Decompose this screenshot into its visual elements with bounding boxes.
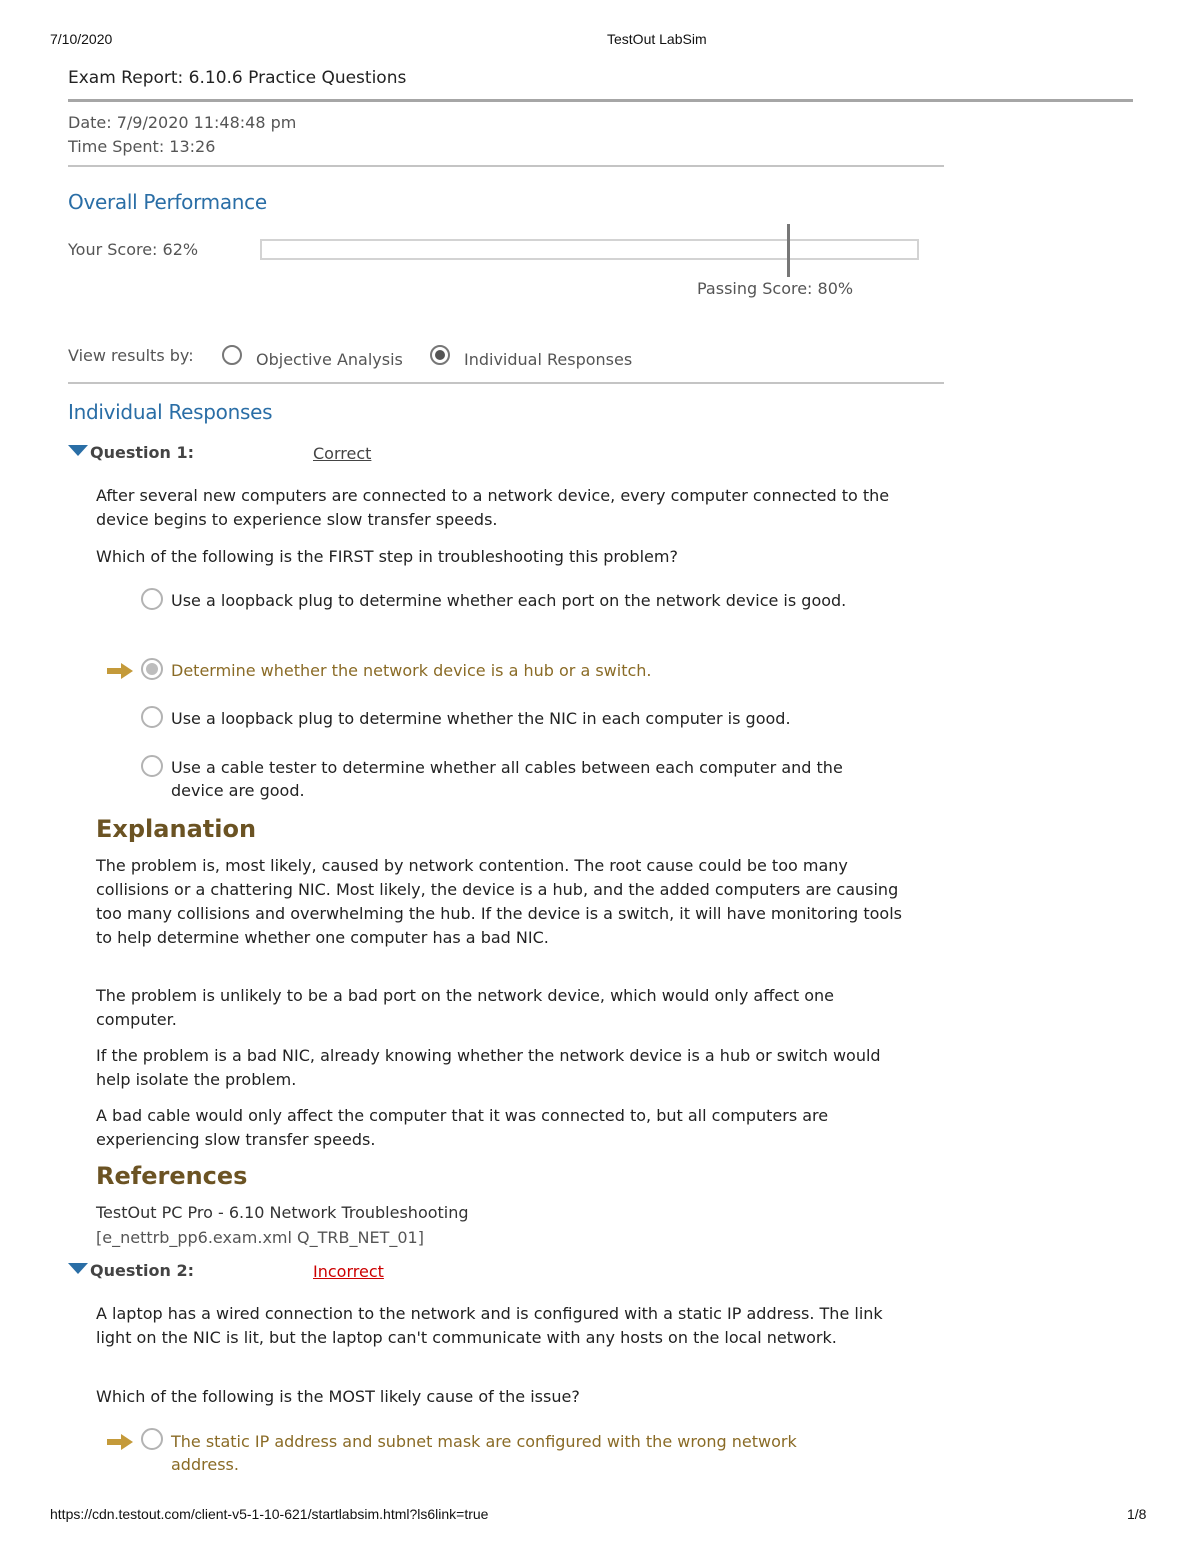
explanation-paragraph-1: The problem is, most likely, caused by network contention. The root cause could be too many collisions or a chattering NIC. Most likely, the device is a hub, and the added computers are causing too many collisions and overwhelming the hub. If the device is a switch, it will have monitoring tools to help determine whether one computer has a bad NIC. bbox=[96, 856, 902, 947]
exam-time-spent: Time Spent: 13:26 bbox=[68, 137, 216, 156]
exam-title: Exam Report: 6.10.6 Practice Questions bbox=[68, 68, 407, 88]
q1-option-2: Determine whether the network device is a hub or a switch. bbox=[171, 661, 652, 680]
collapse-triangle-icon[interactable] bbox=[68, 445, 88, 456]
q2-option-1-radio bbox=[141, 1428, 163, 1450]
meta-divider bbox=[68, 165, 944, 167]
print-date: 7/10/2020 bbox=[50, 31, 113, 47]
question-1-prompt: After several new computers are connected to a network device, every computer connected to the device begins to experience slow transfer speeds. bbox=[96, 486, 890, 529]
view-divider bbox=[68, 382, 944, 384]
selected-answer-arrow-icon bbox=[107, 1434, 133, 1450]
question-2-ask: Which of the following is the MOST likely cause of the issue? bbox=[96, 1387, 580, 1406]
passing-score: Passing Score: 80% bbox=[697, 279, 854, 298]
question-1-label: Question 1: bbox=[90, 443, 194, 462]
references-heading: References bbox=[96, 1162, 248, 1190]
q1-option-4: Use a cable tester to determine whether all cables between each computer and the device are good. bbox=[171, 758, 843, 800]
q1-option-4-radio bbox=[141, 755, 163, 777]
question-1-ask: Which of the following is the FIRST step in troubleshooting this problem? bbox=[96, 547, 678, 566]
exam-date: Date: 7/9/2020 11:48:48 pm bbox=[68, 113, 297, 132]
explanation-paragraph-2: The problem is unlikely to be a bad port on the network device, which would only affect one computer. bbox=[96, 986, 834, 1029]
collapse-triangle-icon[interactable] bbox=[68, 1263, 88, 1274]
objective-analysis-radio[interactable] bbox=[222, 345, 242, 365]
q1-option-1-radio bbox=[141, 588, 163, 610]
q2-option-1: The static IP address and subnet mask are configured with the wrong network address. bbox=[171, 1432, 797, 1474]
score-bar bbox=[260, 239, 919, 260]
explanation-paragraph-4: A bad cable would only affect the computer that it was connected to, but all computers are experiencing slow transfer speeds. bbox=[96, 1106, 829, 1149]
reference-code: [e_nettrb_pp6.exam.xml Q_TRB_NET_01] bbox=[96, 1228, 424, 1247]
reference-link: TestOut PC Pro - 6.10 Network Troubleshooting bbox=[96, 1203, 469, 1222]
question-2-header[interactable] bbox=[68, 1261, 194, 1280]
title-divider bbox=[68, 99, 1133, 102]
question-2-label: Question 2: bbox=[90, 1261, 194, 1280]
question-1-status[interactable]: Correct bbox=[313, 444, 372, 463]
q1-option-1: Use a loopback plug to determine whether each port on the network device is good. bbox=[171, 591, 847, 610]
explanation-paragraph-3: If the problem is a bad NIC, already knowing whether the network device is a hub or switch would help isolate the problem. bbox=[96, 1046, 881, 1089]
q1-option-2-radio bbox=[141, 658, 163, 680]
print-title: TestOut LabSim bbox=[607, 31, 707, 47]
q1-option-3: Use a loopback plug to determine whether the NIC in each computer is good. bbox=[171, 709, 791, 728]
your-score: Your Score: 62% bbox=[68, 240, 199, 259]
question-1-header[interactable] bbox=[68, 443, 194, 462]
individual-responses-radio[interactable] bbox=[430, 345, 450, 365]
explanation-heading: Explanation bbox=[96, 815, 257, 843]
individual-responses-label[interactable]: Individual Responses bbox=[464, 350, 633, 369]
print-url: https://cdn.testout.com/client-v5-1-10-621/startlabsim.html?ls6link=true bbox=[50, 1506, 489, 1522]
question-2-prompt: A laptop has a wired connection to the network and is configured with a static IP address. The link light on the NIC is lit, but the laptop can't communicate with any hosts on the local network. bbox=[96, 1304, 883, 1347]
selected-answer-arrow-icon bbox=[107, 663, 133, 679]
view-results-label: View results by: bbox=[68, 346, 194, 365]
q1-option-3-radio bbox=[141, 706, 163, 728]
print-page-number: 1/8 bbox=[1127, 1506, 1147, 1522]
objective-analysis-label[interactable]: Objective Analysis bbox=[256, 350, 403, 369]
question-2-status[interactable]: Incorrect bbox=[313, 1262, 384, 1281]
overall-performance-heading: Overall Performance bbox=[68, 190, 267, 214]
passing-score-marker bbox=[787, 224, 790, 277]
individual-responses-heading: Individual Responses bbox=[68, 400, 273, 424]
